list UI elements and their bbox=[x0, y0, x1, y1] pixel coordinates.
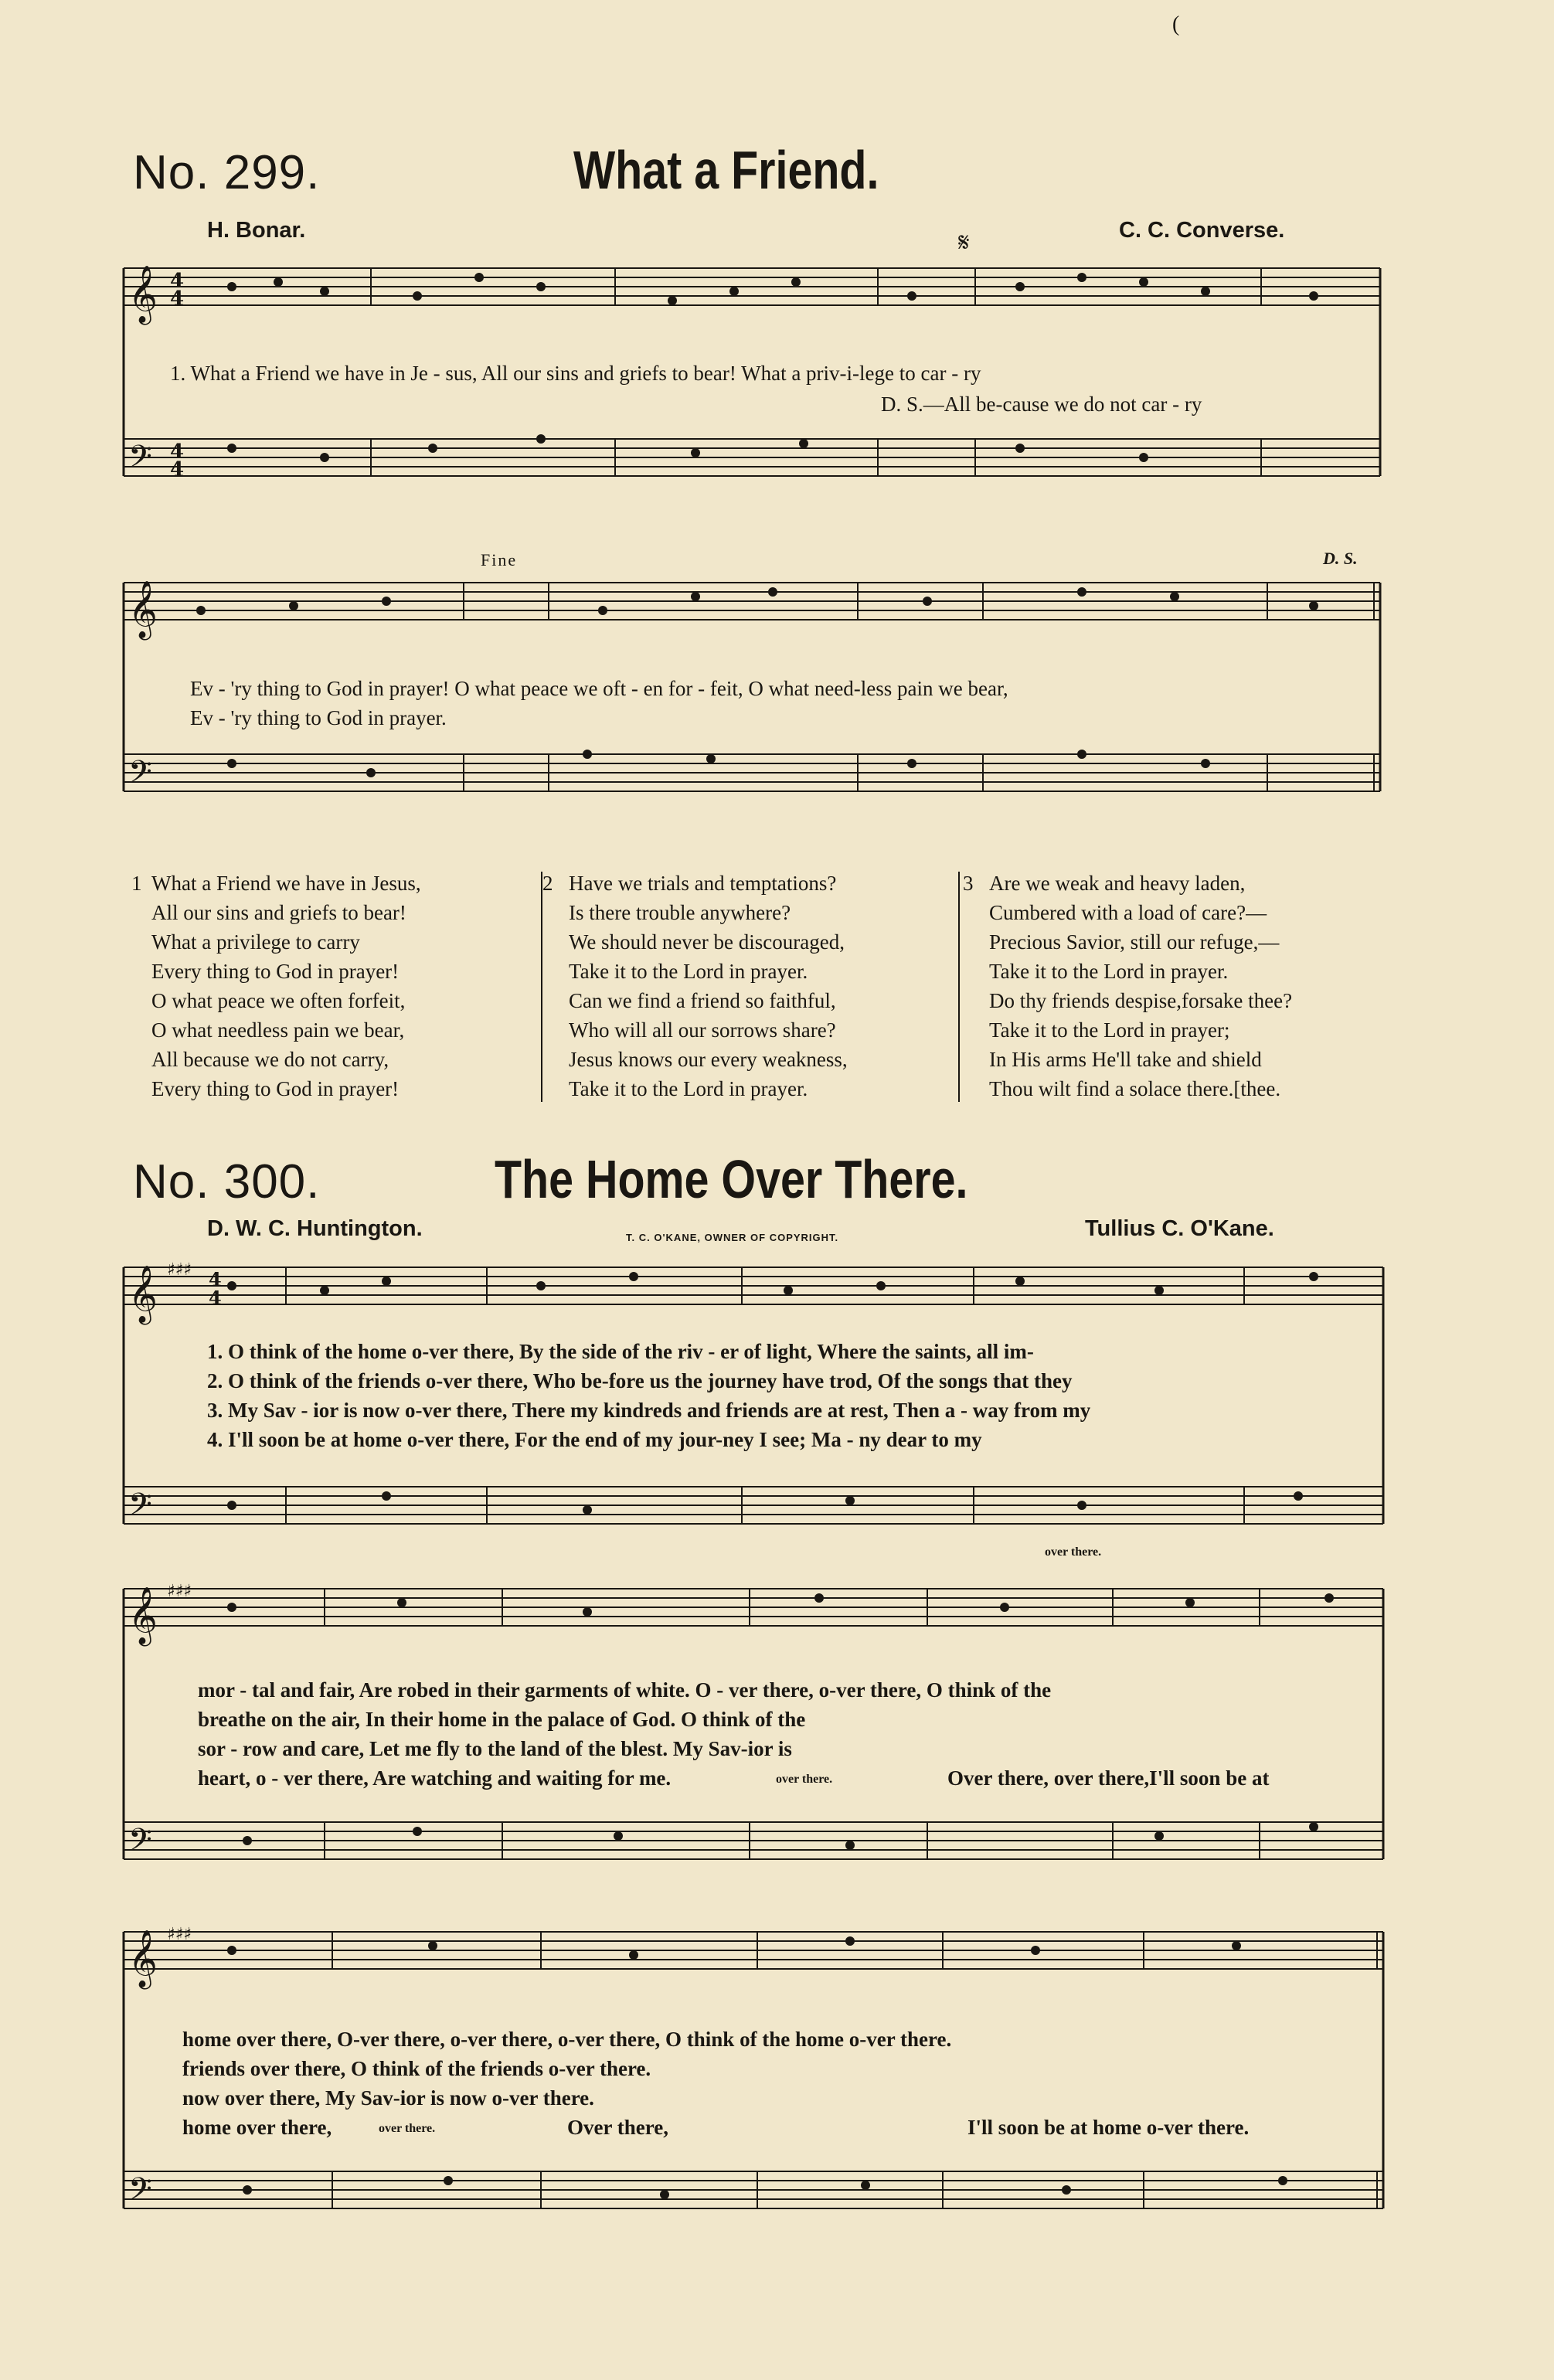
hymn-300-s3-verse4: home over there, bbox=[182, 2116, 332, 2139]
svg-text:4: 4 bbox=[170, 458, 185, 481]
hymn-299-composer: C. C. Converse. bbox=[1119, 218, 1285, 243]
verse-line: What a privilege to carry bbox=[151, 930, 360, 954]
verse-line: Cumbered with a load of care?— bbox=[989, 901, 1267, 924]
verse-line: Precious Savior, still our refuge,— bbox=[989, 930, 1280, 954]
svg-text:♯♯♯: ♯♯♯ bbox=[167, 1925, 192, 1944]
hymn-299-lyrics-ds: D. S.—All be-cause we do not car - ry bbox=[881, 393, 1202, 416]
verse-line: Can we find a friend so faithful, bbox=[569, 989, 836, 1012]
hymn-300-s2-cue: over there. bbox=[776, 1773, 833, 1786]
hymn-300-author: D. W. C. Huntington. bbox=[207, 1216, 423, 1241]
hymn-300-s3-verse3: now over there, My Sav-ior is now o-ver there. bbox=[182, 2086, 594, 2110]
verse-line: O what needless pain we bear, bbox=[151, 1018, 405, 1042]
hymn-300-title: The Home Over There. bbox=[495, 1149, 968, 1209]
svg-text:4: 4 bbox=[209, 1268, 222, 1290]
hymn-300-copyright: T. C. O'KANE, OWNER OF COPYRIGHT. bbox=[626, 1232, 839, 1243]
verse-line: What a Friend we have in Jesus, bbox=[151, 872, 421, 895]
svg-text:𝄞: 𝄞 bbox=[128, 1266, 158, 1323]
svg-text:4: 4 bbox=[170, 270, 185, 293]
hymn-300-s2-verse3: sor - row and care, Let me fly to the land of the blest. My Sav-ior is bbox=[198, 1737, 792, 1760]
verse-line: All our sins and griefs to bear! bbox=[151, 901, 406, 924]
svg-text:𝄢: 𝄢 bbox=[128, 2171, 152, 2215]
verse-line: In His arms He'll take and shield bbox=[989, 1048, 1262, 1071]
verse-line: Take it to the Lord in prayer. bbox=[569, 960, 808, 983]
svg-text:𝄞: 𝄞 bbox=[128, 581, 158, 638]
svg-text:𝄢: 𝄢 bbox=[128, 439, 152, 482]
svg-text:𝄞: 𝄞 bbox=[128, 266, 158, 323]
hymn-300-s3-verse2: friends over there, O think of the friends o-ver there. bbox=[182, 2057, 651, 2080]
verse-line: Are we weak and heavy laden, bbox=[989, 872, 1246, 895]
verse-line: Take it to the Lord in prayer; bbox=[989, 1018, 1230, 1042]
hymn-299-lyrics-line1: 1. What a Friend we have in Je - sus, All our sins and griefs to bear! What a priv-i-lege to car - ry bbox=[170, 362, 981, 385]
svg-text:𝄢: 𝄢 bbox=[128, 1822, 152, 1865]
page-mark: ( bbox=[1172, 12, 1180, 36]
verse-number: 3 bbox=[963, 872, 974, 895]
hymn-299-lyrics-line2b: Ev - 'ry thing to God in prayer. bbox=[190, 706, 447, 729]
hymn-299-author: H. Bonar. bbox=[207, 218, 306, 243]
hymn-299-lyrics-line2a: Ev - 'ry thing to God in prayer! O what peace we oft - en for - feit, O what need-less pain we bear, bbox=[190, 677, 1008, 700]
hymn-300-s1-verse1: 1. O think of the home o-ver there, By the side of the riv - er of light, Where the saints, all im- bbox=[207, 1340, 1034, 1363]
hymn-300-s1-verse4: 4. I'll soon be at home o-ver there, For the end of my jour-ney I see; Ma - ny dear to my bbox=[207, 1428, 982, 1451]
svg-text:4: 4 bbox=[170, 440, 185, 464]
verse-line: All because we do not carry, bbox=[151, 1048, 389, 1071]
hymn-300-s2-tail: Over there, over there,I'll soon be at bbox=[947, 1766, 1270, 1790]
hymn-300-s1-verse3: 3. My Sav - ior is now o-ver there, There my kindreds and friends are at rest, Then a - way from my bbox=[207, 1399, 1091, 1422]
svg-text:𝄞: 𝄞 bbox=[128, 1930, 158, 1987]
verse-line: Take it to the Lord in prayer. bbox=[569, 1077, 808, 1100]
svg-text:♯♯♯: ♯♯♯ bbox=[167, 1582, 192, 1601]
verse-number: 1 bbox=[131, 872, 142, 895]
hymn-299-number: No. 299. bbox=[133, 146, 321, 199]
hymn-300-s1-verse2: 2. O think of the friends o-ver there, Who be-fore us the journey have trod, Of the songs that they bbox=[207, 1369, 1073, 1392]
verse-line: Take it to the Lord in prayer. bbox=[989, 960, 1229, 983]
verse-line: Every thing to God in prayer! bbox=[151, 960, 400, 983]
hymn-300-s2-verse4: heart, o - ver there, Are watching and waiting for me. bbox=[198, 1766, 672, 1790]
hymn-300-s3-tail: I'll soon be at home o-ver there. bbox=[967, 2116, 1250, 2139]
svg-text:𝄞: 𝄞 bbox=[128, 1587, 158, 1644]
verse-line: Have we trials and temptations? bbox=[569, 872, 837, 895]
verse-line: O what peace we often forfeit, bbox=[151, 989, 406, 1012]
verse-line: Do thy friends despise,forsake thee? bbox=[989, 989, 1293, 1012]
verse-line: We should never be discouraged, bbox=[569, 930, 845, 954]
hymn-299-ds: D. S. bbox=[1323, 549, 1358, 568]
verse-number: 2 bbox=[542, 872, 553, 895]
verse-line: Every thing to God in prayer! bbox=[151, 1077, 400, 1100]
hymn-300-composer: Tullius C. O'Kane. bbox=[1085, 1216, 1274, 1241]
hymn-299-fine: Fine bbox=[481, 550, 518, 570]
hymn-300-s3-verse1: home over there, O-ver there, o-ver there, o-ver there, O think of the home o-ver there. bbox=[182, 2028, 952, 2051]
hymn-300-s2-verse2: breathe on the air, In their home in the palace of God. O think of the bbox=[198, 1708, 806, 1731]
hymn-299-title: What a Friend. bbox=[573, 140, 879, 200]
hymn-300-s3-cue: over there. bbox=[379, 2122, 436, 2135]
hymn-300-bass-cue: over there. bbox=[1045, 1545, 1102, 1559]
verse-line: Who will all our sorrows share? bbox=[569, 1018, 836, 1042]
hymn-300-s3-mid: Over there, bbox=[567, 2116, 668, 2139]
svg-text:𝄋: 𝄋 bbox=[958, 227, 970, 258]
verse-line: Is there trouble anywhere? bbox=[569, 901, 791, 924]
svg-text:𝄢: 𝄢 bbox=[128, 754, 152, 797]
svg-text:4: 4 bbox=[209, 1287, 222, 1309]
verse-line: Thou wilt find a solace there.[thee. bbox=[989, 1077, 1281, 1100]
svg-text:𝄢: 𝄢 bbox=[128, 1487, 152, 1530]
verse-line: Jesus knows our every weakness, bbox=[569, 1048, 848, 1071]
hymn-300-s2-verse1: mor - tal and fair, Are robed in their garments of white. O - ver there, o-ver there, O think of the bbox=[198, 1678, 1052, 1702]
hymn-300-number: No. 300. bbox=[133, 1155, 321, 1209]
svg-text:♯♯♯: ♯♯♯ bbox=[167, 1260, 192, 1280]
svg-text:4: 4 bbox=[170, 287, 185, 311]
